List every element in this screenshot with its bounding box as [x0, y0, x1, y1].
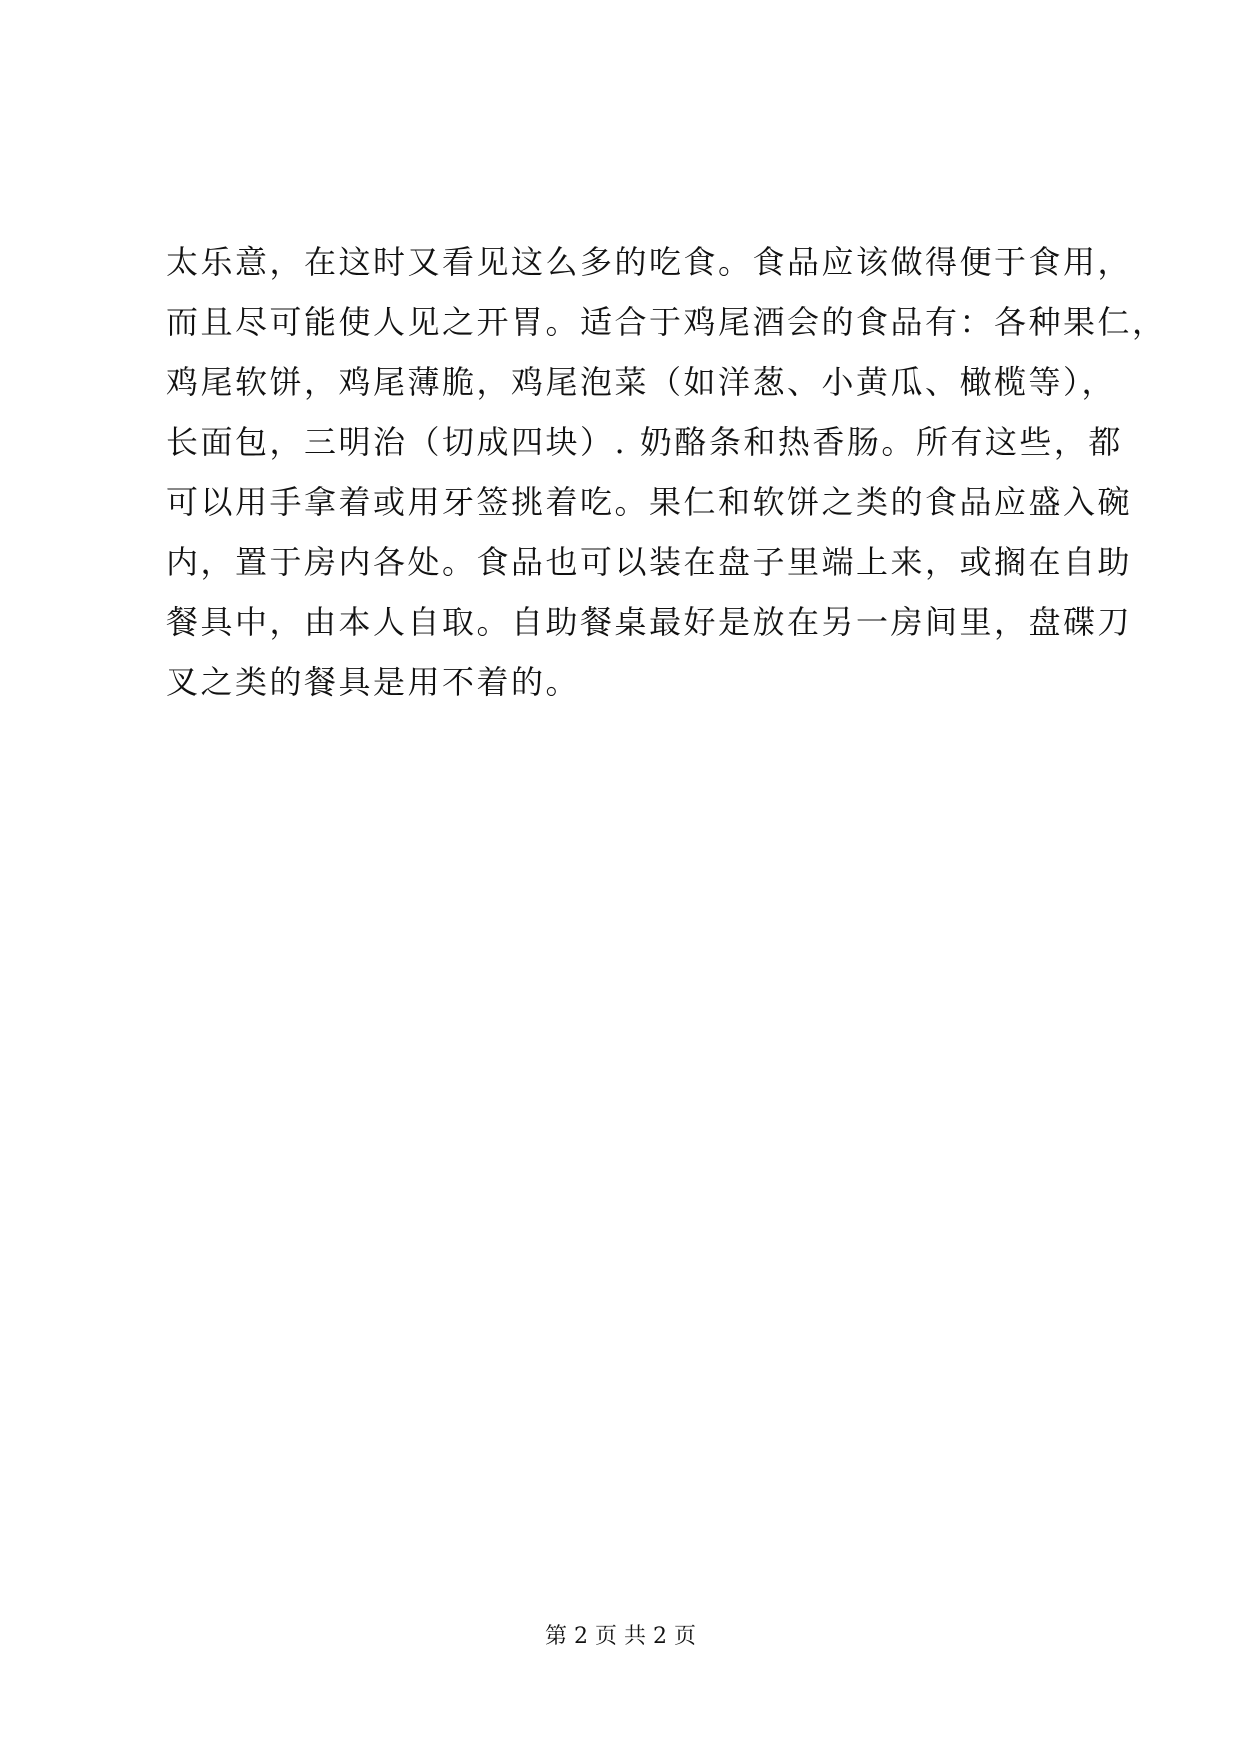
paragraph-line: 可以用手拿着或用牙签挑着吃。果仁和软饼之类的食品应盛入碗 [166, 483, 1133, 521]
page-footer: 第 2 页 共 2 页 [545, 1624, 696, 1649]
body-paragraph [166, 232, 1167, 712]
paragraph-line: 内，置于房内各处。食品也可以装在盘子里端上来，或搁在自助 [166, 543, 1133, 581]
paragraph-line: 叉之类的餐具是用不着的。 [166, 663, 581, 701]
paragraph-line: 鸡尾软饼，鸡尾薄脆，鸡尾泡菜（如洋葱、小黄瓜、橄榄等）， [166, 363, 1117, 401]
paragraph-line: 长面包，三明治（切成四块）. 奶酪条和热香肠。所有这些，都 [166, 423, 1123, 461]
paragraph-line: 而且尽可能使人见之开胃。适合于鸡尾酒会的食品有：各种果仁， [166, 303, 1167, 341]
paragraph-line: 太乐意，在这时又看见这么多的吃食。食品应该做得便于食用， [166, 243, 1133, 281]
paragraph-line: 餐具中，由本人自取。自助餐桌最好是放在另一房间里，盘碟刀 [166, 603, 1133, 641]
